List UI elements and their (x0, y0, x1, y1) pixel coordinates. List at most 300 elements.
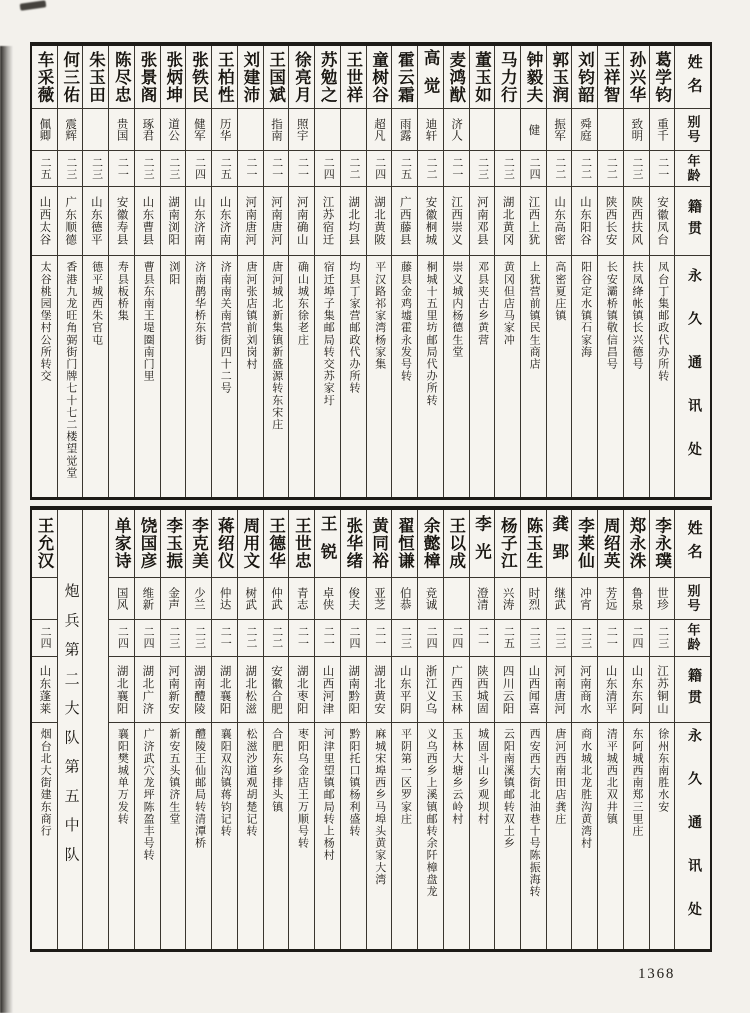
name-cell: 李永璞 (650, 510, 675, 578)
address-cell: 浏阳 (167, 261, 180, 286)
name-cell: 王允汉 (32, 510, 57, 578)
native-place-cell: 湖南黔阳 (341, 657, 366, 723)
age-cell: 二五 (392, 151, 417, 187)
address-cell: 河津里望镇邮局转上杨村 (322, 728, 335, 862)
native-place-cell: 湖北襄阳 (109, 657, 134, 723)
age-cell: 二一 (315, 620, 340, 657)
address-cell: 唐河张店镇前刘岗村 (245, 261, 258, 370)
address-cell: 东阿城西南郑三里庄 (631, 728, 644, 837)
person-column (237, 46, 263, 497)
alias-cell: 亚芝 (367, 578, 392, 620)
person-column (623, 510, 649, 949)
native-place-cell: 湖北黄冈 (495, 187, 520, 256)
alias-cell: 鲁泉 (624, 578, 649, 620)
unit-label: 炮兵第二大队第五中队 (62, 583, 79, 876)
person-column (494, 46, 520, 497)
person-column (82, 46, 108, 497)
age-cell: 二三 (470, 151, 495, 187)
native-place-cell: 江苏宿迁 (315, 187, 340, 256)
age-cell: 二一 (598, 620, 623, 657)
header-native: 籍贯 (675, 657, 710, 723)
age-cell: 二三 (572, 620, 597, 657)
address-cell: 德平城西朱官屯 (90, 261, 103, 346)
alias-cell: 重千 (650, 109, 675, 151)
native-place-cell: 湖北广济 (135, 657, 160, 723)
header-alias: 别号 (675, 578, 710, 620)
person-column (443, 510, 469, 949)
address-cell: 藤县金鸡墟霍永发号转 (399, 261, 412, 382)
person-column (237, 510, 263, 949)
native-place-cell: 湖南浏阳 (161, 187, 186, 256)
age-cell: 二五 (495, 620, 520, 657)
address-cell: 商水城北龙胜沟黄湾村 (579, 728, 592, 849)
name-cell: 王国斌 (264, 46, 289, 109)
age-cell: 二三 (186, 620, 211, 657)
native-place-cell: 山东高密 (547, 187, 572, 256)
person-column (571, 510, 597, 949)
header-alias: 别号 (675, 109, 710, 151)
alias-cell (598, 109, 623, 151)
native-place-cell: 河南邓县 (470, 187, 495, 256)
alias-cell: 芳远 (598, 578, 623, 620)
name-cell: 王德华 (264, 510, 289, 578)
alias-cell (238, 109, 263, 151)
alias-cell: 仲达 (212, 578, 237, 620)
name-cell: 钟毅夫 (521, 46, 546, 109)
person-column (288, 510, 314, 949)
person-column (160, 46, 186, 497)
age-cell: 二三 (135, 151, 160, 187)
address-cell: 合肥东乡排头镇 (270, 728, 283, 813)
native-place-cell: 河南唐河 (264, 187, 289, 256)
page-number: 1368 (638, 966, 676, 982)
person-column (314, 510, 340, 949)
name-cell: 李玉振 (161, 510, 186, 578)
person-column (571, 46, 597, 497)
address-cell: 义乌西乡上溪镇邮转余阡樟盘龙 (425, 728, 438, 898)
name-cell: 李莱仙 (572, 510, 597, 578)
address-cell: 唐河城北新集镇新盛源转东宋庄 (270, 261, 283, 431)
age-cell: 二三 (547, 620, 572, 657)
name-cell: 李光 (470, 510, 495, 578)
native-place-cell: 山东曹县 (135, 187, 160, 256)
person-column (520, 510, 546, 949)
native-place-cell: 江西崇义 (444, 187, 469, 256)
native-place-cell: 湖北松滋 (238, 657, 263, 723)
person-column (340, 510, 366, 949)
alias-cell: 历华 (212, 109, 237, 151)
person-column (185, 510, 211, 949)
age-cell: 二二 (418, 151, 443, 187)
name-cell: 王世忠 (289, 510, 314, 578)
name-cell: 郑永洙 (624, 510, 649, 578)
alias-cell (495, 109, 520, 151)
address-cell: 济南鹊华桥东街 (193, 261, 206, 346)
alias-cell: 琢君 (135, 109, 160, 151)
address-cell: 崇义城内杨德生堂 (450, 261, 463, 358)
native-place-cell: 安徽寿县 (109, 187, 134, 256)
native-place-cell: 山东平阴 (392, 657, 417, 723)
alias-cell: 健 (521, 109, 546, 151)
address-cell: 襄阳双沟镇蒋钧记转 (219, 728, 232, 837)
age-cell: 二四 (521, 151, 546, 187)
address-cell: 清平城西北双井镇 (605, 728, 618, 825)
native-place-cell: 山东清平 (598, 657, 623, 723)
person-column (597, 46, 623, 497)
age-cell: 二三 (161, 620, 186, 657)
address-cell: 烟台北大街建东商行 (39, 728, 52, 837)
address-cell: 确山城东徐老庄 (296, 261, 309, 346)
alias-cell: 世珍 (650, 578, 675, 620)
native-place-cell: 陕西长安 (598, 187, 623, 256)
address-cell: 香港九龙旺角弼街门牌七十七二楼望觉堂 (64, 261, 77, 479)
alias-cell: 国风 (109, 578, 134, 620)
name-cell: 黄同裕 (367, 510, 392, 578)
alias-cell: 时烈 (521, 578, 546, 620)
age-cell: 二三 (392, 620, 417, 657)
native-place-cell: 陕西城固 (470, 657, 495, 723)
alias-cell: 震辉 (58, 109, 83, 151)
name-cell: 高觉 (418, 46, 443, 109)
name-cell: 车采薇 (32, 46, 57, 109)
name-cell: 蒋绍仪 (212, 510, 237, 578)
name-cell: 孙兴华 (624, 46, 649, 109)
alias-cell: 指南 (264, 109, 289, 151)
person-column (623, 46, 649, 497)
address-cell: 济南南关南营街四十二号 (219, 261, 232, 395)
age-cell: 二二 (572, 151, 597, 187)
native-place-cell: 河南确山 (289, 187, 314, 256)
name-cell: 刘钧韶 (572, 46, 597, 109)
age-cell: 二一 (444, 151, 469, 187)
person-column (340, 46, 366, 497)
person-column (134, 510, 160, 949)
name-cell: 张景阁 (135, 46, 160, 109)
name-cell: 王锐 (315, 510, 340, 578)
native-place-cell: 山东东阿 (624, 657, 649, 723)
name-cell: 王柏性 (212, 46, 237, 109)
age-cell: 二三 (161, 151, 186, 187)
age-cell: 二三 (495, 151, 520, 187)
name-cell: 马力行 (495, 46, 520, 109)
person-column (649, 46, 675, 497)
native-place-cell: 江西上犹 (521, 187, 546, 256)
address-cell: 黄冈但店马家冲 (502, 261, 515, 346)
address-cell: 云阳南溪镇邮转双土乡 (502, 728, 515, 849)
alias-cell: 迪轩 (418, 109, 443, 151)
native-place-cell: 湖北均县 (341, 187, 366, 256)
address-cell: 上犹营前镇民生商店 (528, 261, 541, 370)
alias-cell: 金声 (161, 578, 186, 620)
alias-cell (83, 109, 108, 151)
native-place-cell: 山西河津 (315, 657, 340, 723)
address-cell: 新安五头镇济生堂 (167, 728, 180, 825)
age-cell: 二四 (135, 620, 160, 657)
person-column (494, 510, 520, 949)
age-cell: 二四 (418, 620, 443, 657)
person-column (314, 46, 340, 497)
alias-cell: 超凡 (367, 109, 392, 151)
native-place-cell: 安徽合肥 (264, 657, 289, 723)
age-cell: 二四 (186, 151, 211, 187)
alias-cell (470, 109, 495, 151)
native-place-cell: 河南商水 (572, 657, 597, 723)
header-age: 年龄 (675, 151, 710, 187)
age-cell: 二一 (470, 620, 495, 657)
address-cell: 均县丁家营邮政代办所转 (347, 261, 360, 395)
address-cell: 西安西大街北油巷十号陈振海转 (528, 728, 541, 898)
person-column (185, 46, 211, 497)
person-column (417, 46, 443, 497)
header-address: 永久通讯处 (686, 268, 702, 485)
header-column (674, 46, 710, 497)
person-column (443, 46, 469, 497)
age-cell: 二一 (289, 151, 314, 187)
person-column (546, 46, 572, 497)
header-address: 永久通讯处 (686, 727, 702, 945)
age-cell: 二四 (109, 620, 134, 657)
alias-cell: 维新 (135, 578, 160, 620)
person-column (597, 510, 623, 949)
name-cell: 霍云霜 (392, 46, 417, 109)
registry-tables (30, 42, 712, 952)
native-place-cell: 山东阳谷 (572, 187, 597, 256)
alias-cell: 澄清 (470, 578, 495, 620)
person-column (32, 510, 57, 949)
alias-cell: 继武 (547, 578, 572, 620)
age-cell: 二一 (109, 151, 134, 187)
name-cell: 董玉如 (470, 46, 495, 109)
age-cell: 二三 (83, 151, 108, 187)
alias-cell: 济人 (444, 109, 469, 151)
address-cell: 唐河西南田店龚庄 (553, 728, 566, 825)
alias-cell: 青志 (289, 578, 314, 620)
native-place-cell: 河南新安 (161, 657, 186, 723)
age-cell: 二四 (32, 620, 57, 657)
person-column (263, 510, 289, 949)
person-column (57, 46, 83, 497)
name-cell: 李克美 (186, 510, 211, 578)
name-cell: 余懿樟 (418, 510, 443, 578)
age-cell: 二三 (58, 151, 83, 187)
native-place-cell: 湖南醴陵 (186, 657, 211, 723)
age-cell: 二五 (32, 151, 57, 187)
native-place-cell: 山东蓬莱 (32, 657, 57, 723)
person-column (211, 510, 237, 949)
person-column (160, 510, 186, 949)
age-cell: 二三 (624, 151, 649, 187)
name-cell: 苏勉之 (315, 46, 340, 109)
address-cell: 醴陵王仙邮局转清潭桥 (193, 728, 206, 849)
age-cell: 二五 (212, 151, 237, 187)
address-cell: 玉林大塘乡云岭村 (450, 728, 463, 825)
native-place-cell: 山西太谷 (32, 187, 57, 256)
native-place-cell: 湖北襄阳 (212, 657, 237, 723)
table-section-top (30, 42, 712, 500)
person-column (469, 510, 495, 949)
alias-cell: 雨露 (392, 109, 417, 151)
address-cell: 扶凤绛帐镇长兴德号 (631, 261, 644, 370)
address-cell: 凤台丁集邮政代办所转 (656, 261, 669, 382)
native-place-cell: 山东德平 (83, 187, 108, 256)
name-cell: 王以成 (444, 510, 469, 578)
native-place-cell: 安徽凤台 (650, 187, 675, 256)
age-cell: 二一 (238, 151, 263, 187)
person-column (263, 46, 289, 497)
alias-cell: 佩卿 (32, 109, 57, 151)
native-place-cell: 江苏铜山 (650, 657, 675, 723)
native-place-cell: 湖北枣阳 (289, 657, 314, 723)
name-cell: 陈玉生 (521, 510, 546, 578)
alias-cell: 贵国 (109, 109, 134, 151)
alias-cell: 致明 (624, 109, 649, 151)
age-cell: 二一 (264, 151, 289, 187)
alias-cell: 振军 (547, 109, 572, 151)
alias-cell (32, 578, 57, 620)
name-cell: 单家诗 (109, 510, 134, 578)
person-column (108, 46, 134, 497)
header-native: 籍贯 (675, 187, 710, 256)
name-cell: 徐亮月 (289, 46, 314, 109)
alias-cell: 俊夫 (341, 578, 366, 620)
name-cell: 张华绪 (341, 510, 366, 578)
native-place-cell: 湖北黄安 (367, 657, 392, 723)
person-column (520, 46, 546, 497)
address-cell: 阳谷定水镇石家海 (579, 261, 592, 358)
person-column (546, 510, 572, 949)
name-cell: 龚郢 (547, 510, 572, 578)
header-column (674, 510, 710, 949)
age-cell: 二三 (650, 620, 675, 657)
alias-cell: 道公 (161, 109, 186, 151)
address-cell: 长安灞桥镇敬信昌号 (605, 261, 618, 370)
address-cell: 平汉路祁家湾杨家集 (373, 261, 386, 370)
address-cell: 徐州东南胜水安 (656, 728, 669, 813)
name-cell: 周用文 (238, 510, 263, 578)
native-place-cell: 广西玉林 (444, 657, 469, 723)
native-place-cell: 河南唐河 (547, 657, 572, 723)
unit-column (57, 510, 83, 949)
person-column (288, 46, 314, 497)
person-column (108, 510, 134, 949)
age-cell: 二一 (367, 620, 392, 657)
person-column (649, 510, 675, 949)
address-cell: 宿迁埠子集邮局转交苏家圩 (322, 261, 335, 407)
person-column (134, 46, 160, 497)
person-column (469, 46, 495, 497)
address-cell: 太谷桃园堡村公所转交 (39, 261, 52, 382)
scan-corner-mark (20, 0, 47, 11)
alias-cell: 仲武 (264, 578, 289, 620)
person-column (417, 510, 443, 949)
person-column (366, 510, 392, 949)
name-cell: 王世祥 (341, 46, 366, 109)
age-cell: 二四 (444, 620, 469, 657)
scan-edge-shadow (0, 46, 13, 1013)
native-place-cell: 陕西扶风 (624, 187, 649, 256)
person-column (391, 510, 417, 949)
name-cell: 麦鸿猷 (444, 46, 469, 109)
age-cell: 二三 (521, 620, 546, 657)
age-cell: 二二 (264, 620, 289, 657)
person-column (32, 46, 57, 497)
age-cell: 二一 (650, 151, 675, 187)
address-cell: 邓县夹古乡黄营 (476, 261, 489, 346)
name-cell: 张铁民 (186, 46, 211, 109)
age-cell: 二二 (341, 151, 366, 187)
name-cell: 刘建沛 (238, 46, 263, 109)
alias-cell: 照宇 (289, 109, 314, 151)
address-cell: 松滋沙道观胡楚记转 (245, 728, 258, 837)
address-cell: 城固斗山乡观坝村 (476, 728, 489, 825)
header-name: 姓名 (675, 46, 710, 109)
native-place-cell: 河南唐河 (238, 187, 263, 256)
name-cell: 葛学钧 (650, 46, 675, 109)
person-column (366, 46, 392, 497)
native-place-cell: 湖北黄陂 (367, 187, 392, 256)
name-cell: 何三佑 (58, 46, 83, 109)
native-place-cell: 山东济南 (212, 187, 237, 256)
name-cell: 王祥智 (598, 46, 623, 109)
blank-column (82, 510, 108, 949)
name-cell: 童树谷 (367, 46, 392, 109)
age-cell: 二四 (341, 620, 366, 657)
native-place-cell: 安徽桐城 (418, 187, 443, 256)
alias-cell: 舜庭 (572, 109, 597, 151)
native-place-cell: 广西藤县 (392, 187, 417, 256)
age-cell: 二四 (624, 620, 649, 657)
address-cell: 麻城宋埠西乡马埠头黄家大湾 (373, 728, 386, 886)
address-cell: 寿县板桥集 (116, 261, 129, 322)
name-cell: 翟恒谦 (392, 510, 417, 578)
person-column (211, 46, 237, 497)
alias-cell: 少兰 (186, 578, 211, 620)
age-cell: 二四 (315, 151, 340, 187)
alias-cell: 卓侠 (315, 578, 340, 620)
native-place-cell: 山东济南 (186, 187, 211, 256)
header-age: 年龄 (675, 620, 710, 657)
name-cell: 陈尽忠 (109, 46, 134, 109)
address-cell: 平阴第一区罗家庄 (399, 728, 412, 825)
name-cell: 张炳坤 (161, 46, 186, 109)
alias-cell: 伯恭 (392, 578, 417, 620)
native-place-cell: 山西闻喜 (521, 657, 546, 723)
alias-cell (444, 578, 469, 620)
name-cell: 周绍英 (598, 510, 623, 578)
age-cell: 二二 (547, 151, 572, 187)
native-place-cell: 浙江义乌 (418, 657, 443, 723)
name-cell: 郭玉润 (547, 46, 572, 109)
address-cell: 枣阳乌金店王万顺号转 (296, 728, 309, 849)
alias-cell: 冲宵 (572, 578, 597, 620)
address-cell: 高密夏庄镇 (553, 261, 566, 322)
age-cell: 二一 (289, 620, 314, 657)
address-cell: 广济武穴龙坪陈盈丰号转 (142, 728, 155, 862)
age-cell: 二二 (238, 620, 263, 657)
native-place-cell: 广东顺德 (58, 187, 83, 256)
age-cell: 二四 (367, 151, 392, 187)
address-cell: 黔阳托口镇杨利盛转 (347, 728, 360, 837)
alias-cell: 兴涛 (495, 578, 520, 620)
age-cell: 二二 (598, 151, 623, 187)
address-cell: 曹县东南王堤圈南门里 (142, 261, 155, 382)
address-cell: 襄阳樊城单万发转 (116, 728, 129, 825)
person-column (391, 46, 417, 497)
table-section-bottom (30, 506, 712, 952)
native-place-cell: 四川云阳 (495, 657, 520, 723)
alias-cell: 健军 (186, 109, 211, 151)
address-cell: 桐城十五里坊邮局代办所转 (425, 261, 438, 407)
